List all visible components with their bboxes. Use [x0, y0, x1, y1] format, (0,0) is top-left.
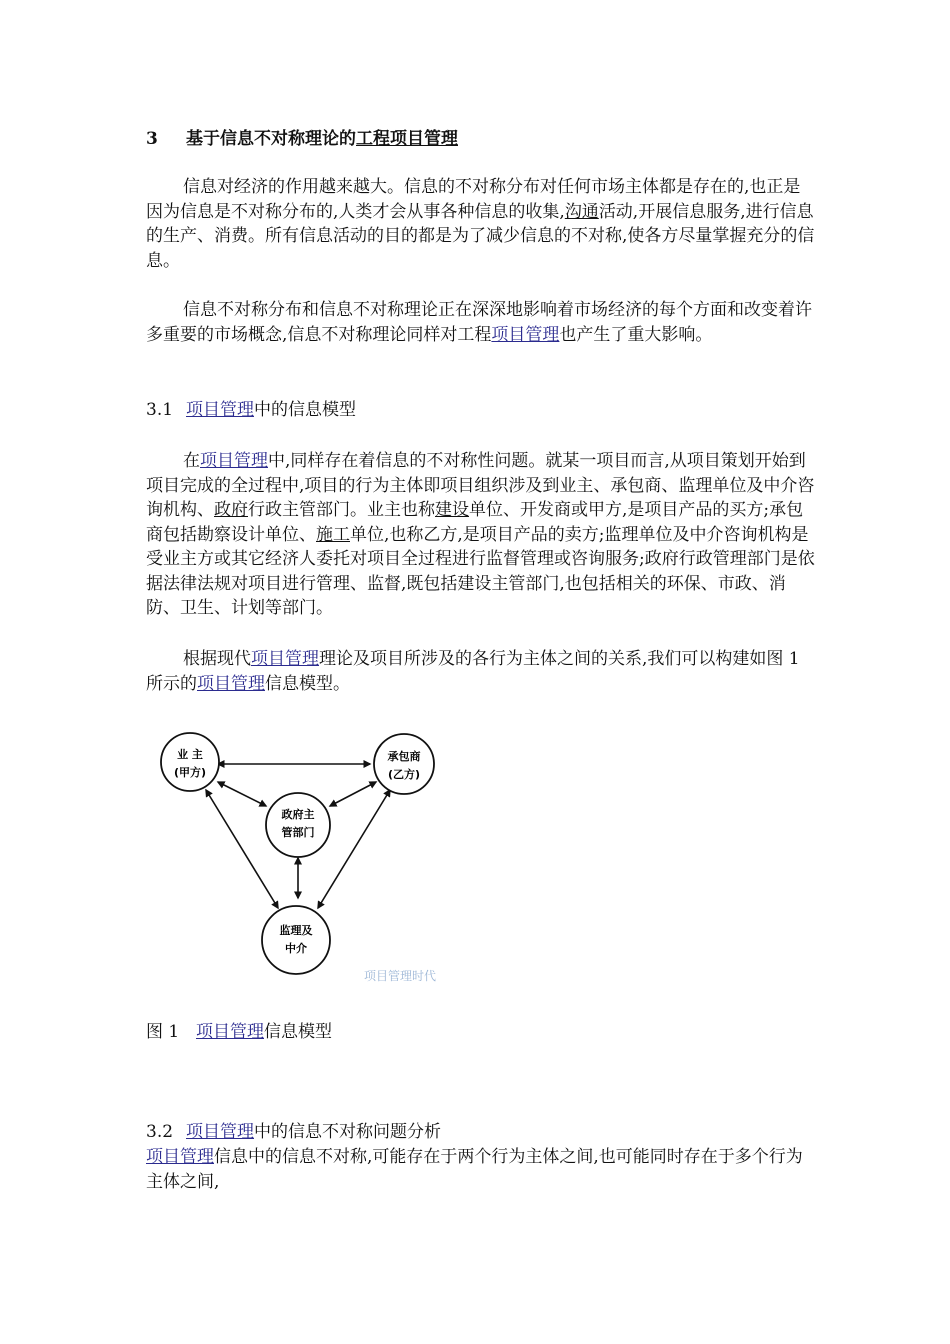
link-project-management[interactable]: 项目管理: [251, 649, 319, 669]
paragraph-5: [146, 1145, 816, 1194]
supervisor-label: 监理及: [279, 924, 313, 937]
para2-text-a: 信息不对称分布和信息不对称理论正在深深地影响着市场经济的每个方面和改变着许多重要的市场概念,信息不对称理论同样对工程: [146, 300, 812, 345]
para5-text: 信息中的信息不对称,可能存在于两个行为主体之间,也可能同时存在于多个行为主体之间,: [146, 1147, 803, 1192]
para3-t3: 行政主管部门。业主也称: [248, 500, 435, 520]
arrow-owner-supervisor: [206, 790, 278, 908]
link-project-management[interactable]: 项目管理: [186, 1122, 254, 1142]
arrow-contractor-supervisor: [318, 790, 390, 908]
subsection-3-1: [146, 398, 356, 422]
paragraph-4: [146, 647, 816, 696]
link-government[interactable]: 政府: [214, 500, 248, 520]
government-label: 政府主: [281, 808, 315, 821]
subsection-title: 中的信息不对称问题分析: [254, 1122, 441, 1142]
para1-text-a: 信息对经济的作用越来越大。信息的不对称分布对任何市场主体都是存在的,也正是因为信息是不对称分布的,人类才会从事各种信息的收集,: [146, 177, 801, 222]
paragraph-2: [146, 298, 816, 347]
owner-label: 业 主: [177, 748, 203, 761]
subsection-3-2: [146, 1120, 441, 1144]
para1-text-b: 活动,开展信息服务,进行信息的生产、消费。所有信息活动的目的都是为了减少信息的不对称,使各方尽量掌握充分的信息。: [146, 201, 815, 271]
node-government: [266, 793, 330, 857]
information-model-diagram: [152, 722, 452, 992]
link-project-management[interactable]: 项目管理: [186, 400, 254, 420]
link-project-management[interactable]: 项目管理: [196, 1022, 264, 1042]
supervisor-sublabel: 中介: [285, 942, 307, 955]
node-owner: [161, 733, 219, 791]
arrow-contractor-gov: [330, 782, 376, 806]
link-project-management[interactable]: 项目管理: [200, 451, 268, 471]
section-title-link[interactable]: 工程项目管理: [356, 129, 458, 149]
para4-t1: 根据现代: [183, 649, 251, 669]
subsection-number: 3.2: [146, 1122, 174, 1142]
node-supervisor: [262, 906, 330, 974]
figure-caption-text: 信息模型: [264, 1022, 332, 1042]
section-title: 基于信息不对称理论的: [186, 129, 356, 149]
figure-number: 图 1: [146, 1022, 180, 1042]
link-goutong[interactable]: 沟通: [564, 201, 599, 222]
para3-t5: 单位,也称乙方,是项目产品的卖方;监理单位及中介咨询机构是受业主方或其它经济人委托对项目全过程进行监督管理或咨询服务;政府行政管理部门是依据法律法规对项目进行管理、监督,既包括建设主管部门,也包括相关的环保、市政、消防、卫生、计划等部门。: [146, 524, 815, 618]
section-number: 3: [146, 129, 158, 149]
para4-t3: 信息模型。: [265, 673, 350, 694]
para4-t2: 理论及项目所涉及的各行为主体之间的关系,我们可以构建如图 1 所示的: [146, 649, 800, 694]
figure-caption: [146, 1020, 332, 1044]
link-project-management[interactable]: 项目管理: [146, 1147, 214, 1167]
contractor-label: 承包商: [387, 750, 421, 763]
subsection-number: 3.1: [146, 400, 174, 420]
section-heading: [146, 127, 458, 151]
paragraph-1: [146, 175, 816, 273]
para2-text-b: 也产生了重大影响。: [559, 324, 713, 345]
link-shigong[interactable]: 施工: [316, 524, 350, 545]
para3-t2: 中,同样存在着信息的不对称性问题。就某一项目而言,从项目策划开始到项目完成的全过程中,项目的行为主体即项目组织涉及到业主、承包商、监理单位及中介咨询机构、: [146, 451, 815, 520]
government-sublabel: 管部门: [281, 826, 315, 839]
link-project-management[interactable]: 项目管理: [491, 324, 560, 345]
contractor-sublabel: (乙方): [387, 768, 421, 781]
link-construction[interactable]: 建设: [435, 500, 469, 520]
arrow-owner-gov: [218, 782, 266, 806]
para3-t1: 在: [183, 451, 200, 471]
link-project-management[interactable]: 项目管理: [197, 673, 265, 694]
watermark-text: 项目管理时代: [363, 969, 437, 983]
subsection-title: 中的信息模型: [254, 400, 356, 420]
owner-sublabel: (甲方): [173, 766, 207, 779]
para3-t4: 单位、开发商或甲方,是项目产品的买方;承包商包括勘察设计单位、: [146, 500, 804, 545]
paragraph-3: [146, 449, 816, 621]
node-contractor: [374, 734, 434, 794]
